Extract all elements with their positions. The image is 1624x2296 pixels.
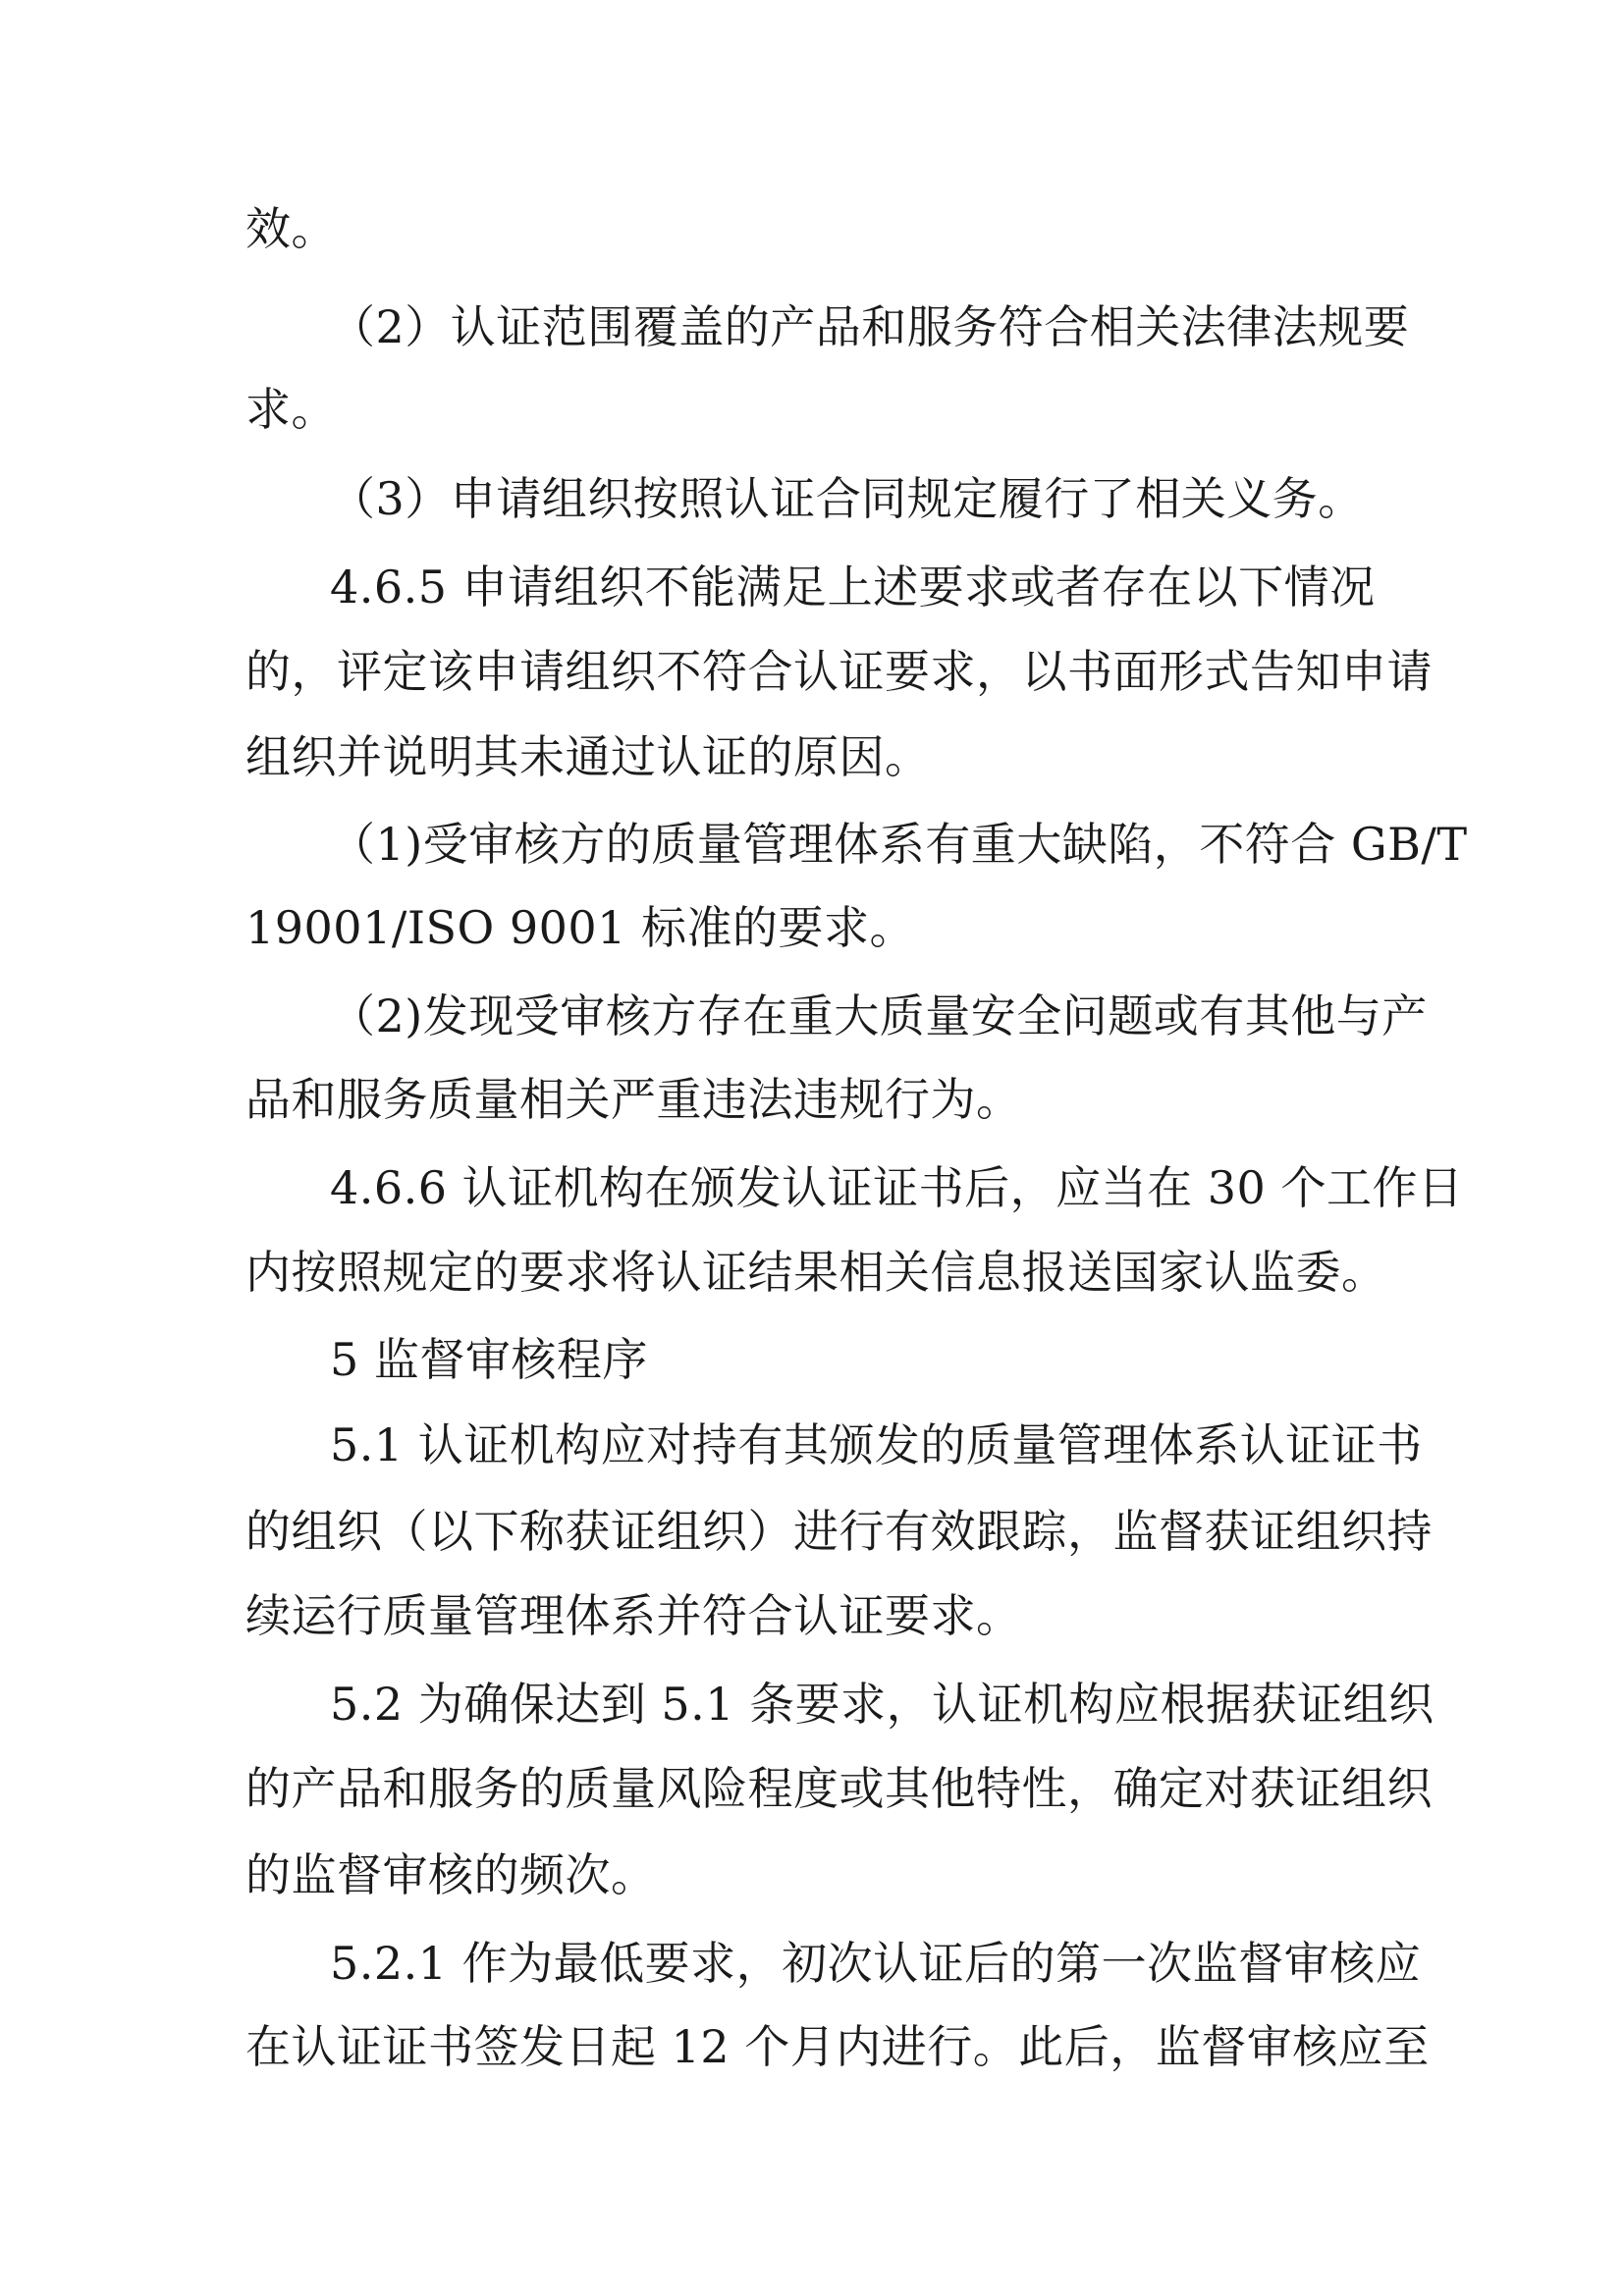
paragraph-first-line: （2）认证范围覆盖的产品和服务符合相关法律法规要 [330,300,1410,353]
text-line: 的，评定该申请组织不符合认证要求，以书面形式告知申请 [245,645,1433,698]
text-line: 的产品和服务的质量风险程度或其他特性，确定对获证组织 [245,1762,1433,1815]
text-line: 求。 [245,383,337,436]
text-line: 的监督审核的频次。 [245,1848,657,1901]
paragraph-first-line: 4.6.6 认证机构在颁发认证证书后，应当在 30 个工作日 [330,1161,1464,1214]
text-line: 19001/ISO 9001 标准的要求。 [245,901,916,954]
paragraph-first-line: （3）申请组织按照认证合同规定履行了相关义务。 [330,472,1364,525]
text-line: 在认证证书签发日起 12 个月内进行。此后，监督审核应至 [245,2020,1430,2073]
text-line: 品和服务质量相关严重违法违规行为。 [245,1073,1022,1126]
paragraph-first-line: 5.1 认证机构应对持有其颁发的质量管理体系认证证书 [330,1418,1423,1471]
paragraph-first-line: （1)受审核方的质量管理体系有重大缺陷，不符合 GB/T [330,818,1468,871]
text-line: 组织并说明其未通过认证的原因。 [245,730,931,783]
paragraph-first-line: 5.2.1 作为最低要求，初次认证后的第一次监督审核应 [330,1937,1422,1990]
paragraph-first-line: （2)发现受审核方存在重大质量安全问题或有其他与产 [330,989,1428,1042]
text-line: 内按照规定的要求将认证结果相关信息报送国家认监委。 [245,1246,1387,1299]
text-line: 续运行质量管理体系并符合认证要求。 [245,1589,1022,1642]
paragraph-first-line: 5.2 为确保达到 5.1 条要求，认证机构应根据获证组织 [330,1678,1435,1731]
text-line: 效。 [245,202,337,255]
text-line: 的组织（以下称获证组织）进行有效跟踪，监督获证组织持 [245,1505,1433,1558]
paragraph-first-line: 4.6.5 申请组织不能满足上述要求或者存在以下情况 [330,561,1376,614]
section-heading: 5 监督审核程序 [330,1333,648,1386]
